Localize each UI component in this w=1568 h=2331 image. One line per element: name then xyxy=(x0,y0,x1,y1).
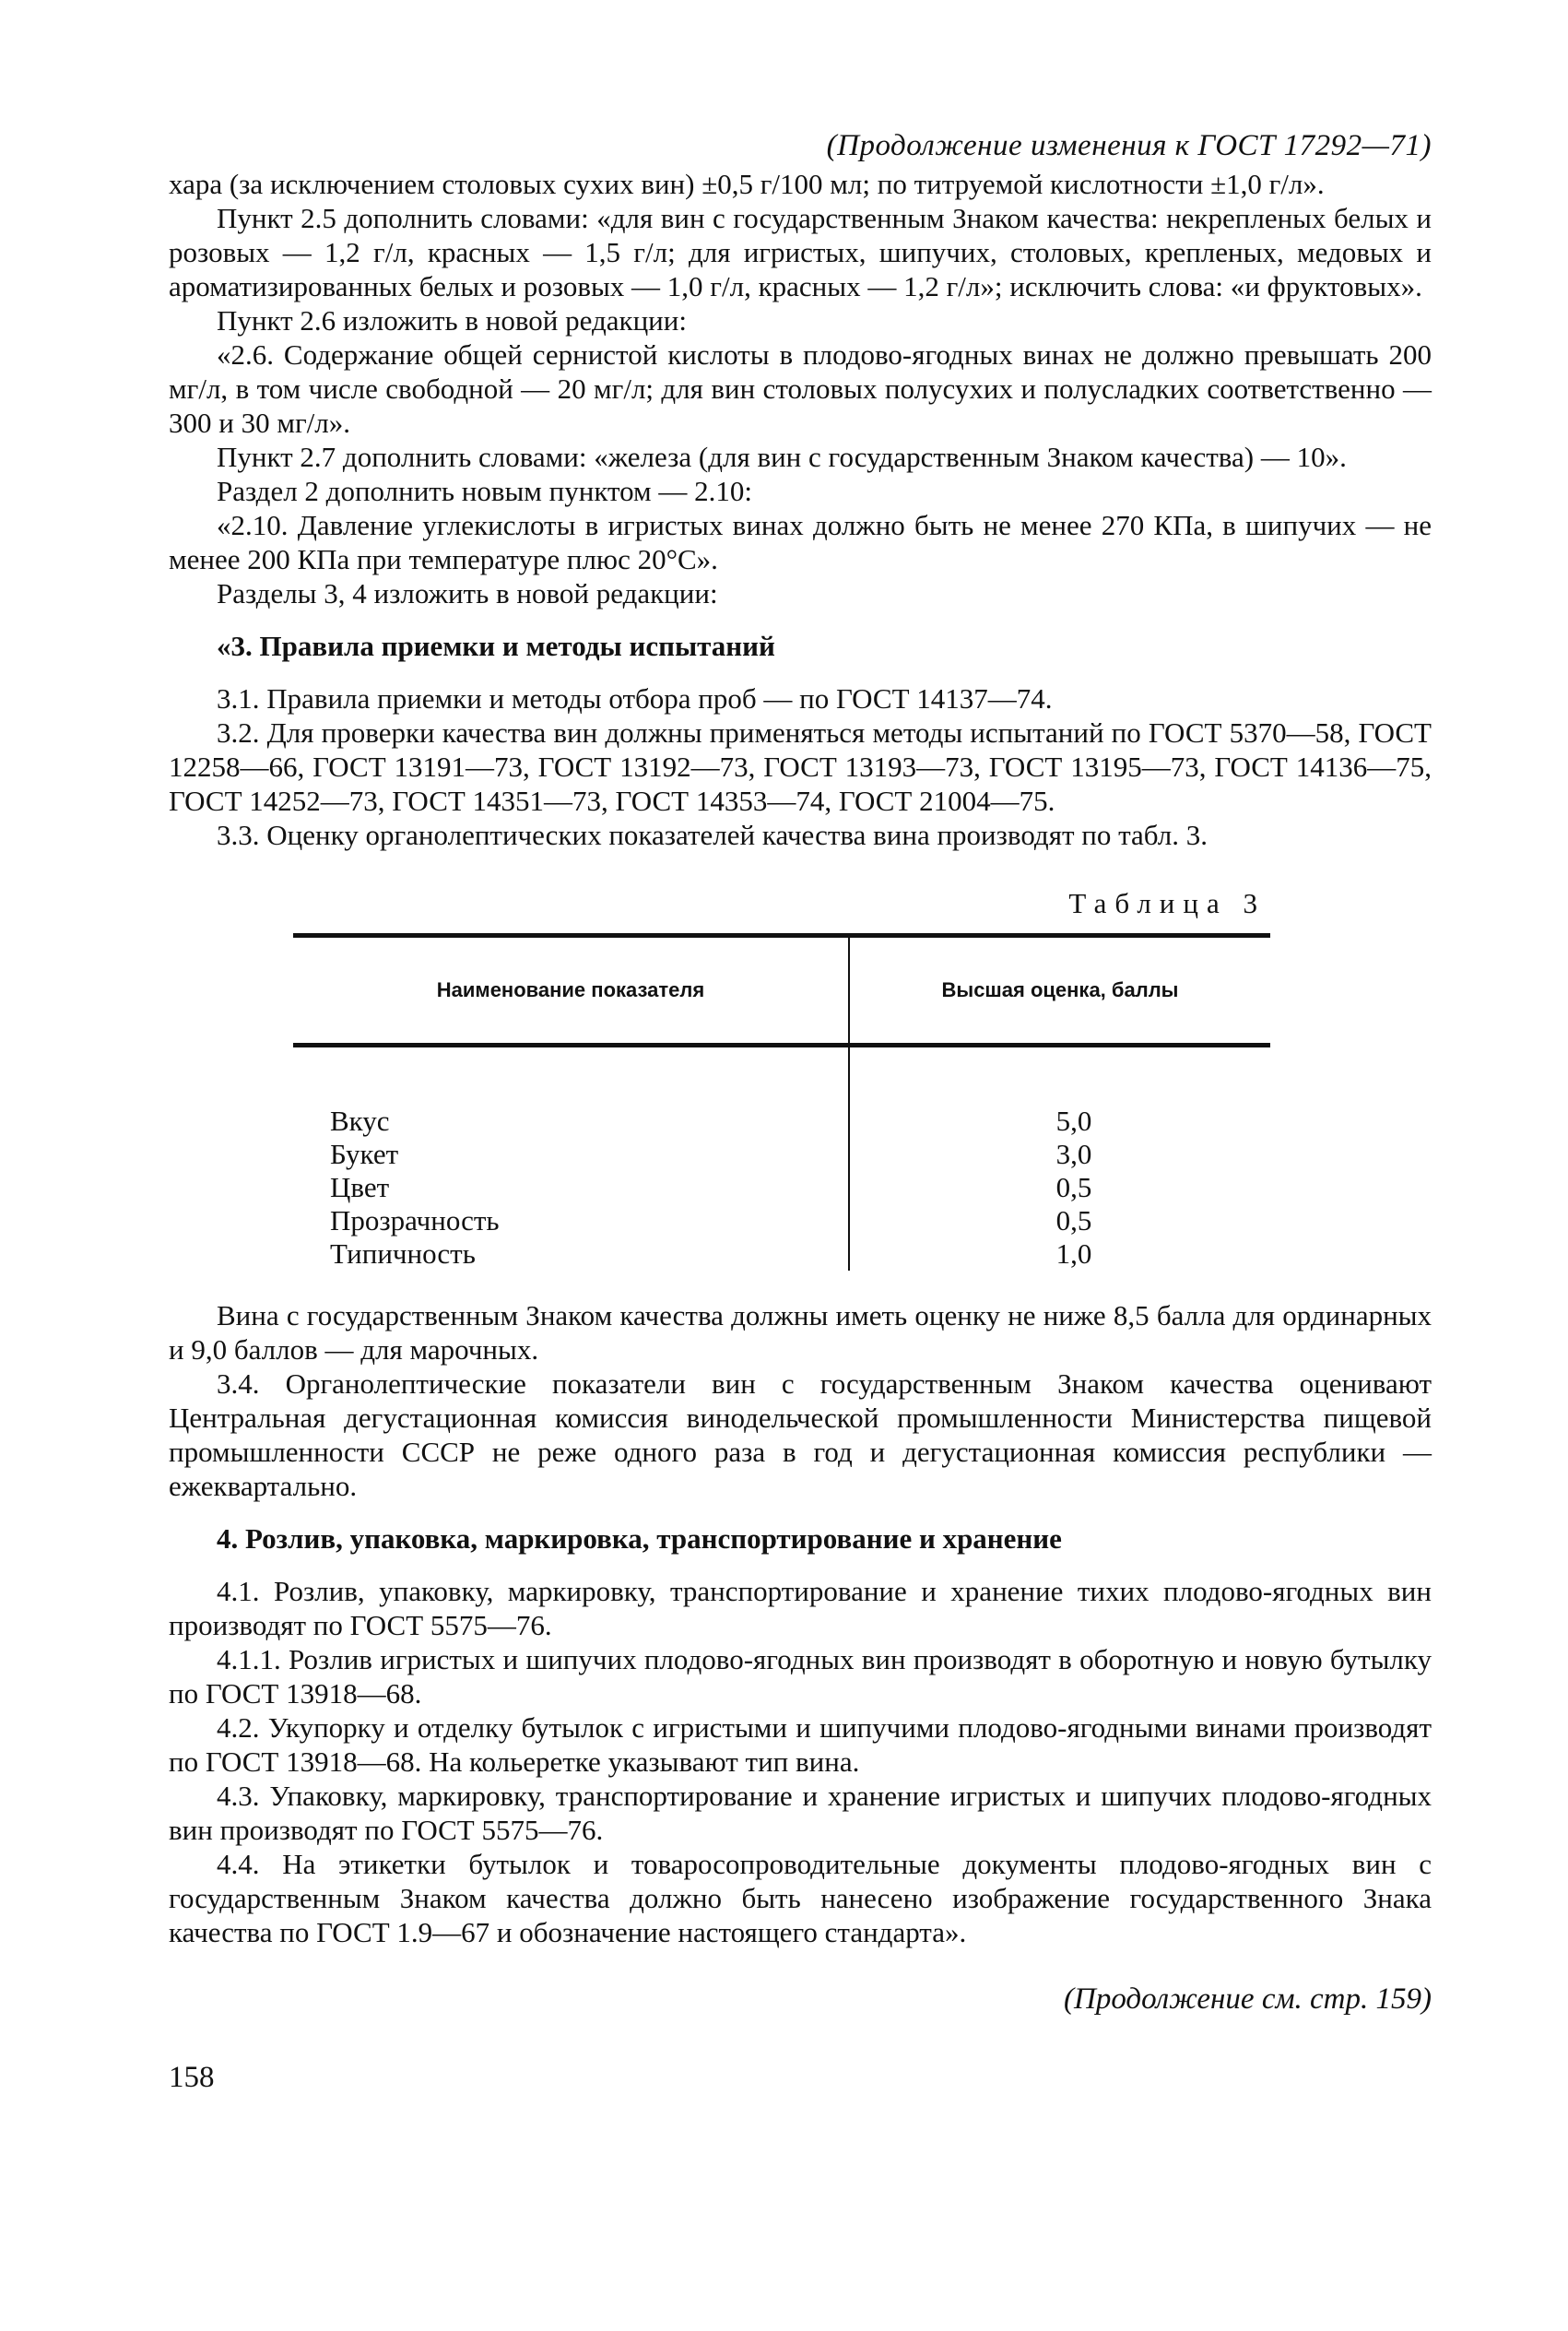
table-caption: Таблица 3 xyxy=(1068,887,1266,919)
indicator-score: 1,0 xyxy=(1055,1237,1092,1270)
table-row xyxy=(293,1237,1270,1271)
paragraph: Пункт 2.6 изложить в новой редакции: xyxy=(217,304,687,337)
paragraph: Разделы 3, 4 изложить в новой редакции: xyxy=(217,577,718,609)
paragraph: Вина с государственным Знаком качества должны иметь оценку не ниже 8,5 балла для ординарных и 9,0 баллов — для марочных. xyxy=(169,1299,1432,1366)
document-page xyxy=(169,129,1432,2095)
continuation-note: (Продолжение см. стр. 159) xyxy=(1064,1982,1432,2016)
table-row xyxy=(293,1171,1270,1204)
paragraph: 4.4. На этикетки бутылок и товаросопроводительные документы плодово-ягодных вин с государственным Знаком качества должно быть нанесено изображение государственного Знака качества по ГОСТ 1.9—67 и обозначение настоящего стандарта». xyxy=(169,1848,1432,1948)
paragraph: 4.1.1. Розлив игристых и шипучих плодово-ягодных вин производят в оборотную и новую бутылку по ГОСТ 13918—68. xyxy=(169,1643,1432,1710)
paragraph: 3.2. Для проверки качества вин должны применяться методы испытаний по ГОСТ 5370—58, ГОСТ 12258—66, ГОСТ 13191—73, ГОСТ 13192—73, ГОСТ 13193—73, ГОСТ 13195—73, ГОСТ 14136—75, ГОСТ 14252—73, ГОСТ 14351—73, ГОСТ 14353—74, ГОСТ 21004—75. xyxy=(169,716,1432,817)
paragraph: 4.3. Упаковку, маркировку, транспортирование и хранение игристых и шипучих плодово-ягодных вин производят по ГОСТ 5575—76. xyxy=(169,1780,1432,1846)
table-3 xyxy=(293,933,1270,1271)
table-header-row xyxy=(293,936,1270,1046)
column-header-indicator: Наименование показателя xyxy=(293,936,849,1046)
indicator-score: 3,0 xyxy=(1055,1138,1092,1170)
indicator-name: Букет xyxy=(293,1138,849,1171)
indicator-name: Вкус xyxy=(293,1046,849,1139)
paragraph: хара (за исключением столовых сухих вин) ±0,5 г/100 мл; по титруемой кислотности ±1,0 г/л». xyxy=(169,168,1325,200)
section-3-heading: «3. Правила приемки и методы испытаний xyxy=(217,630,775,662)
section-4-heading: 4. Розлив, упаковка, маркировка, транспортирование и хранение xyxy=(217,1522,1062,1555)
running-header: (Продолжение изменения к ГОСТ 17292—71) xyxy=(826,129,1432,162)
indicator-score: 0,5 xyxy=(1055,1204,1092,1236)
paragraph: 4.2. Укупорку и отделку бутылок с игристыми и шипучими плодово-ягодными винами производят по ГОСТ 13918—68. На кольеретке указывают тип вина. xyxy=(169,1711,1432,1778)
paragraph: 3.4. Органолептические показатели вин с государственным Знаком качества оценивают Центральная дегустационная комиссия винодельческой промышленности Министерства пищевой промышленности СССР не реже одного раза в год и дегустационная комиссия республики — ежеквартально. xyxy=(169,1367,1432,1502)
paragraph: «2.10. Давление углекислоты в игристых винах должно быть не менее 270 КПа, в шипучих — не менее 200 КПа при температуре плюс 20°С». xyxy=(169,509,1432,575)
indicator-name: Типичность xyxy=(293,1237,849,1271)
indicator-score: 5,0 xyxy=(1055,1105,1092,1137)
post-table-text xyxy=(169,1298,1432,1503)
table-row xyxy=(293,1138,1270,1171)
paragraph: Пункт 2.7 дополнить словами: «железа (для вин с государственным Знаком качества) — 10». xyxy=(217,441,1347,473)
paragraph: 3.3. Оценку органолептических показателей качества вина производят по табл. 3. xyxy=(217,819,1208,851)
table-row xyxy=(293,1204,1270,1237)
indicator-name: Прозрачность xyxy=(293,1204,849,1237)
paragraph: 3.1. Правила приемки и методы отбора проб — по ГОСТ 14137—74. xyxy=(217,682,1053,715)
paragraph: Пункт 2.5 дополнить словами: «для вин с государственным Знаком качества: некрепленых белых и розовых — 1,2 г/л, красных — 1,5 г/л; для игристых, шипучих, столовых, крепленых, медовых и ароматизированных белых и розовых — 1,0 г/л, красных — 1,2 г/л»; исключить слова: «и фруктовых». xyxy=(169,202,1432,302)
page-number: 158 xyxy=(169,2061,215,2094)
indicator-score: 0,5 xyxy=(1055,1171,1092,1203)
indicator-name: Цвет xyxy=(293,1171,849,1204)
column-header-score: Высшая оценка, баллы xyxy=(849,936,1270,1046)
paragraph: Раздел 2 дополнить новым пунктом — 2.10: xyxy=(217,475,753,507)
paragraph: 4.1. Розлив, упаковку, маркировку, транспортирование и хранение тихих плодово-ягодных вин производят по ГОСТ 5575—76. xyxy=(169,1575,1432,1641)
paragraph: «2.6. Содержание общей сернистой кислоты в плодово-ягодных винах не должно превышать 200 мг/л, в том числе свободной — 20 мг/л; для вин столовых полусухих и полусладких соответственно — 300 и 30 мг/л». xyxy=(169,338,1432,439)
table-row xyxy=(293,1046,1270,1139)
